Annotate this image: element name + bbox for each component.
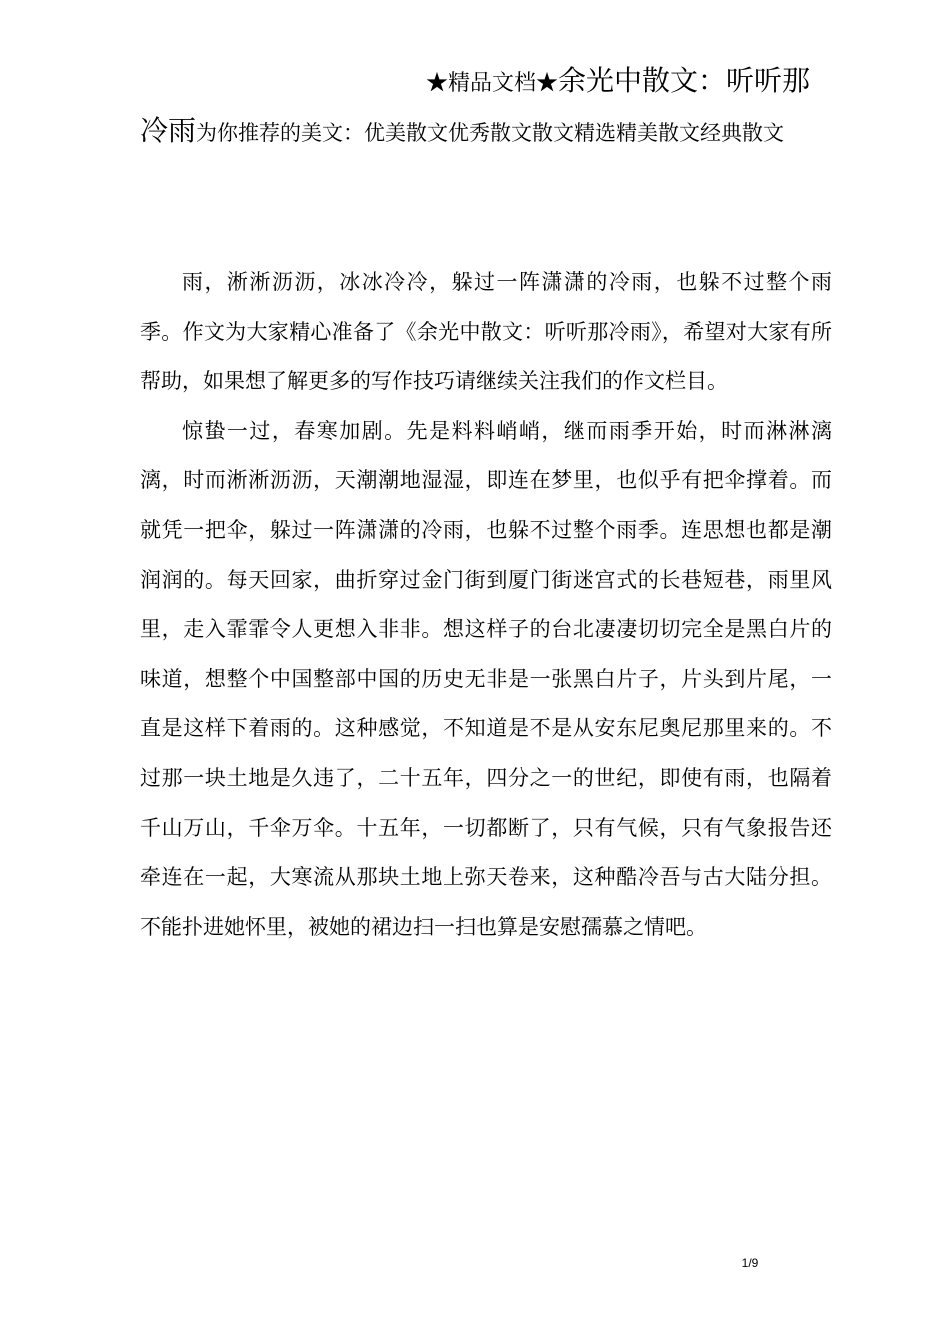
paragraph-intro: 雨，淅淅沥沥，冰冰冷冷，躲过一阵潇潇的冷雨，也躲不过整个雨季。作文为大家精心准备了《余光中散文：听听那冷雨》，希望对大家有所帮助，如果想了解更多的写作技巧请继续关注我们的作文栏目。 bbox=[140, 270, 832, 394]
title-part-2: 冷雨 bbox=[140, 114, 197, 147]
paragraph-main: 惊蛰一过，春寒加剧。先是料料峭峭，继而雨季开始，时而淋淋漓漓，时而淅淅沥沥，天潮潮地湿湿，即连在梦里，也似乎有把伞撑着。而就凭一把伞，躲过一阵潇潇的冷雨，也躲不过整个雨季。连思想也都是潮润润的。每天回家，曲折穿过金门街到厦门街迷宫式的长巷短巷，雨里风里，走入霏霏令人更想入非非。想这样子的台北凄凄切切完全是黑白片的味道，想整个中国整部中国的历史无非是一张黑白片子，片头到片尾，一直是这样下着雨的。这种感觉，不知道是不是从安东尼奥尼那里来的。不过那一块土地是久违了，二十五年，四分之一的世纪，即使有雨，也隔着千山万山，千伞万伞。十五年，一切都断了，只有气候，只有气象报告还牵连在一起，大寒流从那块土地上弥天卷来，这种酷冷吾与古大陆分担。不能扑进她怀里，被她的裙边扫一扫也算是安慰孺慕之情吧。 bbox=[140, 418, 832, 939]
quality-mark: ★精品文档★ bbox=[425, 71, 558, 96]
title-continuation bbox=[140, 106, 832, 160]
page-number: 1/9 bbox=[741, 1256, 759, 1270]
title-subtitle: 为你推荐的美文：优美散文优秀散文散文精选精美散文经典散文 bbox=[196, 121, 785, 145]
title-part-1: 余光中散文：听听那 bbox=[557, 64, 810, 97]
title-first-line bbox=[140, 56, 832, 106]
document-title bbox=[140, 56, 832, 160]
article-body bbox=[140, 258, 832, 952]
